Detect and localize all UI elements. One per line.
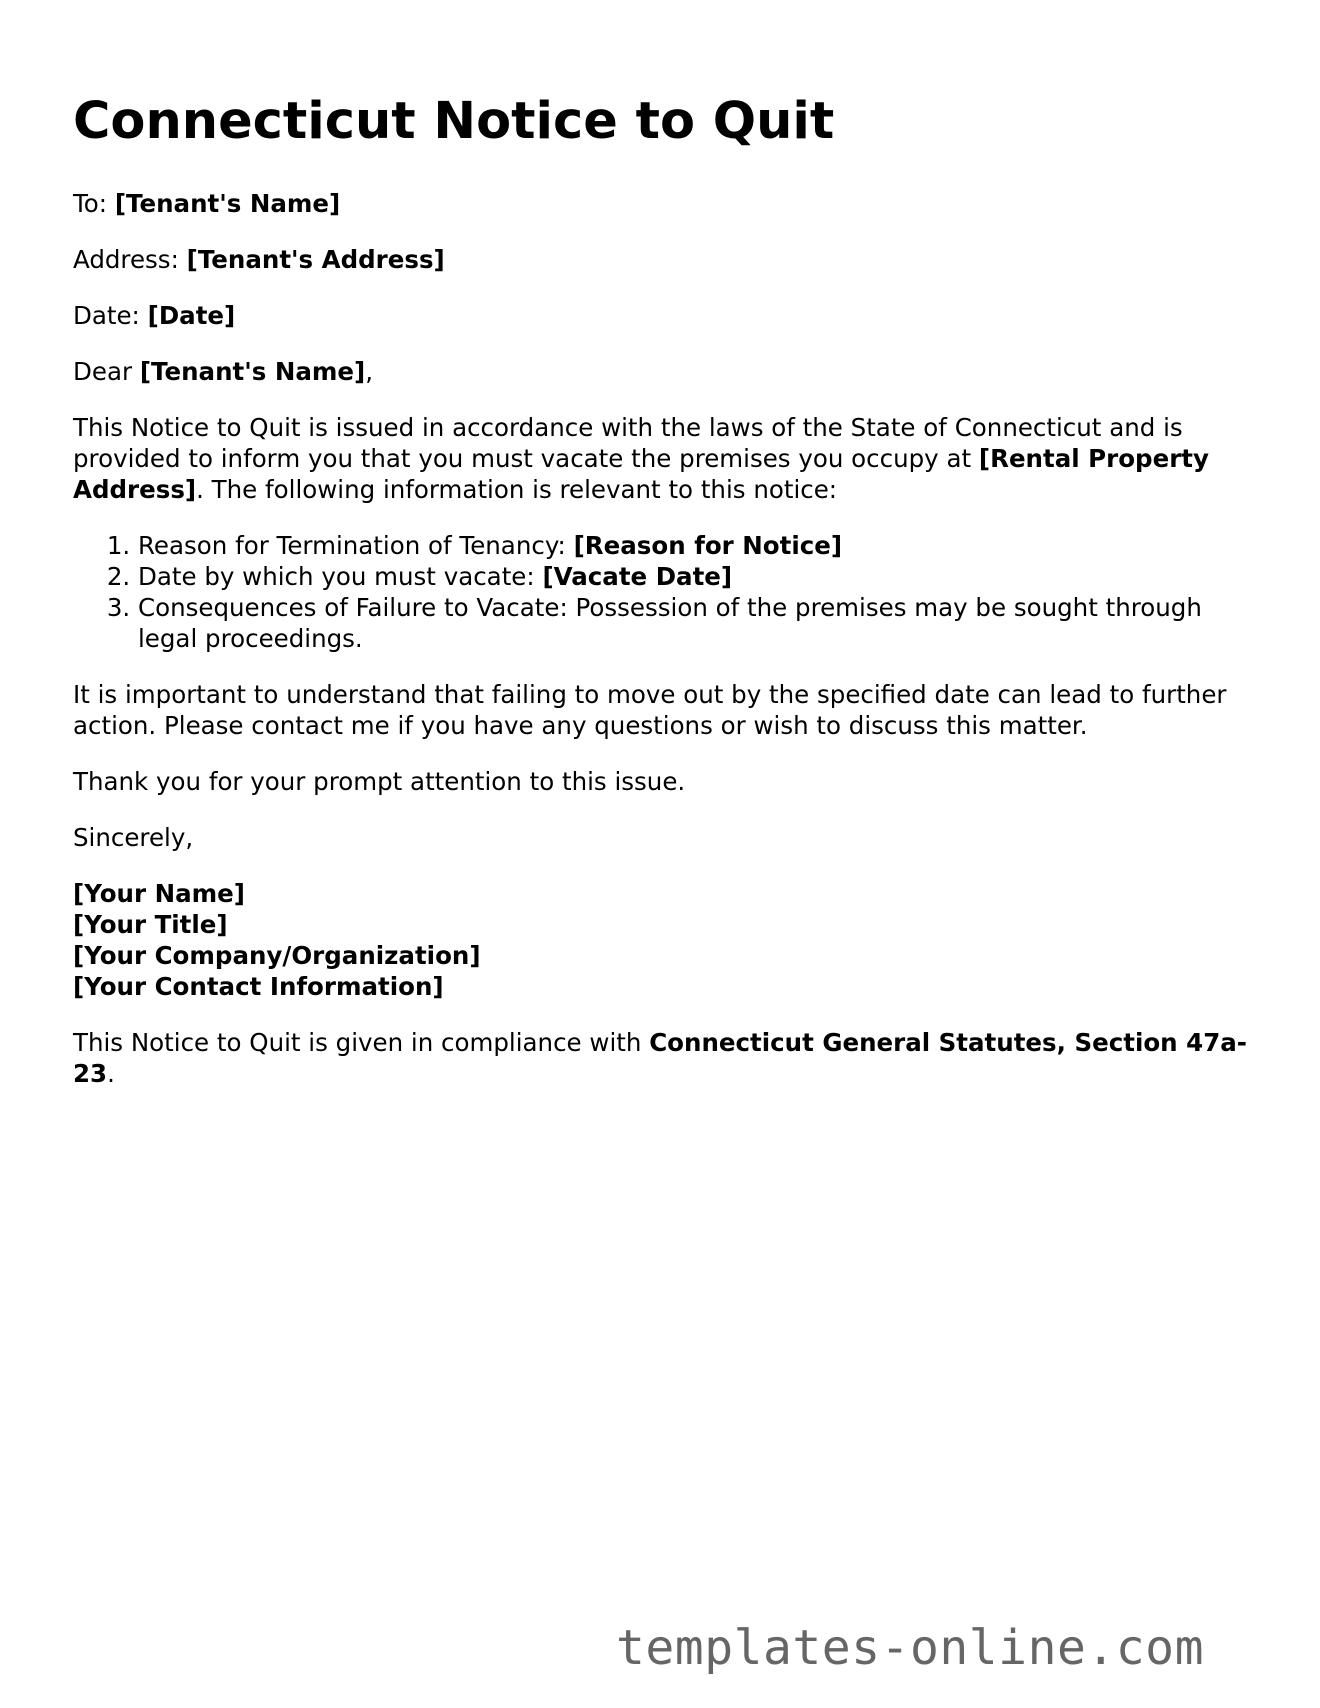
greeting-suffix: , [365,357,374,386]
signature-block [73,878,1253,1002]
signature-title: [Your Title] [73,910,228,939]
letter-body [73,188,1253,1114]
watermark: templates-online.com [616,1620,1204,1676]
to-label: To: [73,189,108,218]
list-item [138,592,1253,654]
closing-line: Sincerely, [73,823,194,852]
to-line [73,188,1253,219]
address-label: Address: [73,245,179,274]
intro-text-after: . The following information is relevant to this notice: [196,475,838,504]
notice-items-list [73,530,1253,654]
item-label: Reason for Termination of Tenancy: [138,531,566,560]
greeting-prefix: Dear [73,357,133,386]
address-line [73,244,1253,275]
signature-company: [Your Company/Organization] [73,941,481,970]
compliance-text-after: . [107,1059,115,1088]
greeting-name: [Tenant's Name] [139,357,366,386]
statute-reference: Connecticut General Statutes, Section 47a-23 [73,1028,1247,1088]
item-label: Date by which you must vacate: [138,562,535,591]
tenant-name: [Tenant's Name] [114,189,341,218]
item-value: [Vacate Date] [542,562,733,591]
compliance-text-before: This Notice to Quit is given in compliance with [73,1028,642,1057]
date-label: Date: [73,301,140,330]
item-value: [Reason for Notice] [573,531,843,560]
greeting-line [73,356,1253,387]
document-title: Connecticut Notice to Quit [73,92,835,151]
intro-paragraph [73,412,1253,505]
compliance-paragraph [73,1027,1253,1089]
date-value: [Date] [147,301,236,330]
list-item [138,530,1253,561]
thanks-paragraph: Thank you for your prompt attention to this issue. [73,767,686,796]
list-item [138,561,1253,592]
date-line [73,300,1253,331]
signature-contact: [Your Contact Information] [73,972,444,1001]
warning-paragraph: It is important to understand that failing to move out by the specified date can lead to further action. Please contact me if you have any questions or wish to discuss this matter. [73,680,1227,740]
tenant-address: [Tenant's Address] [186,245,445,274]
item-label: Consequences of Failure to Vacate: Possession of the premises may be sought through legal proceedings. [138,593,1202,653]
signature-name: [Your Name] [73,879,245,908]
rental-property-address: [Rental Property Address] [73,444,1209,504]
intro-text-before: This Notice to Quit is issued in accordance with the laws of the State of Connecticut and is provided to inform you that you must vacate the premises you occupy at [73,413,1183,473]
